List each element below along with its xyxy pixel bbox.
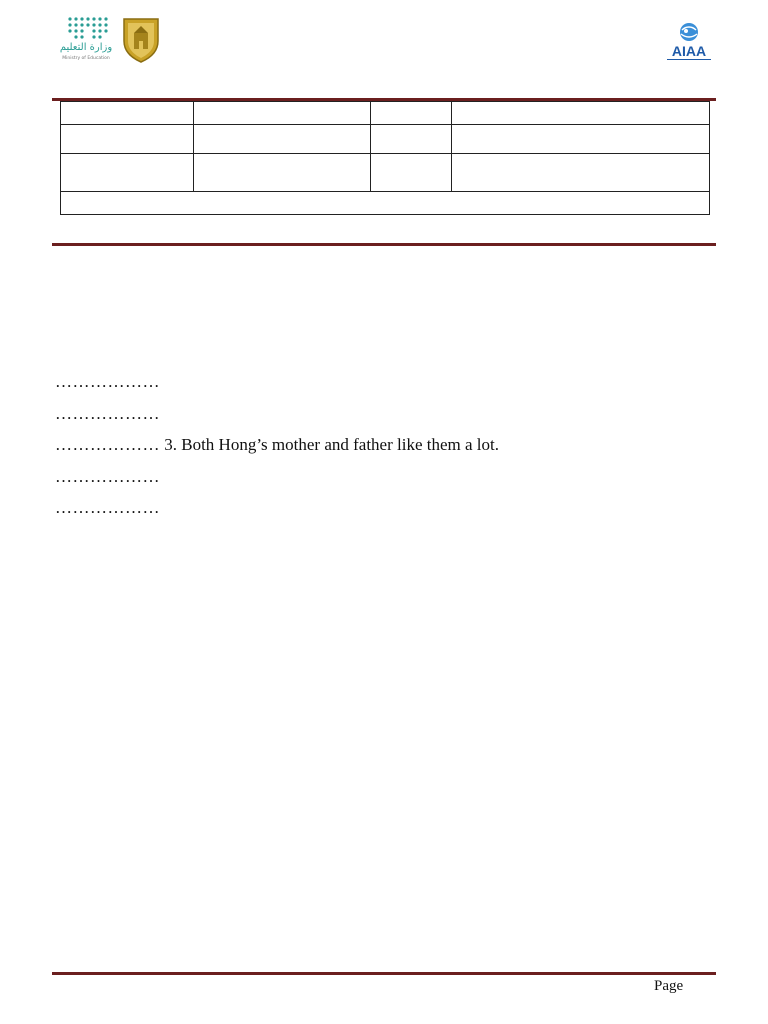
table-cell xyxy=(371,125,452,154)
table-row xyxy=(61,192,710,215)
moe-arabic-wordmark: وزارة التعليم xyxy=(59,42,113,53)
answer-list xyxy=(55,370,715,528)
table-cell xyxy=(194,125,371,154)
answer-line xyxy=(55,465,715,497)
answer-blank[interactable]: ……………… xyxy=(55,498,160,517)
ministry-of-education-logo xyxy=(56,14,116,62)
answer-line xyxy=(55,402,715,434)
statement-text: 3. Both Hong’s mother and father like them a lot. xyxy=(164,435,499,454)
table-cell xyxy=(61,154,194,192)
table-row xyxy=(61,125,710,154)
aiaa-wordmark: AIAA xyxy=(671,43,707,59)
school-crest-logo xyxy=(120,15,162,63)
moe-english-wordmark: Ministry of Education xyxy=(62,56,110,61)
table-cell-wide xyxy=(61,192,710,215)
table-row xyxy=(61,102,710,125)
answer-line xyxy=(55,370,715,402)
student-info-table xyxy=(60,101,710,215)
table-cell xyxy=(194,154,371,192)
table-cell xyxy=(452,102,710,125)
answer-blank[interactable]: ……………… xyxy=(55,435,160,454)
answer-blank[interactable]: ……………… xyxy=(55,372,160,391)
answer-line xyxy=(55,496,715,528)
aiaa-logo xyxy=(660,20,718,62)
table-row xyxy=(61,154,710,192)
table-cell xyxy=(452,154,710,192)
table-cell xyxy=(371,154,452,192)
table-cell xyxy=(452,125,710,154)
table-cell xyxy=(61,102,194,125)
table-cell xyxy=(194,102,371,125)
answer-blank[interactable]: ……………… xyxy=(55,403,160,423)
table-cell xyxy=(61,125,194,154)
footer-rule xyxy=(52,972,716,975)
answer-line xyxy=(55,433,715,465)
page-label: Page xyxy=(654,978,684,994)
table-cell xyxy=(371,102,452,125)
header-bottom-rule xyxy=(52,243,716,246)
answer-blank[interactable]: ……………… xyxy=(55,466,160,486)
